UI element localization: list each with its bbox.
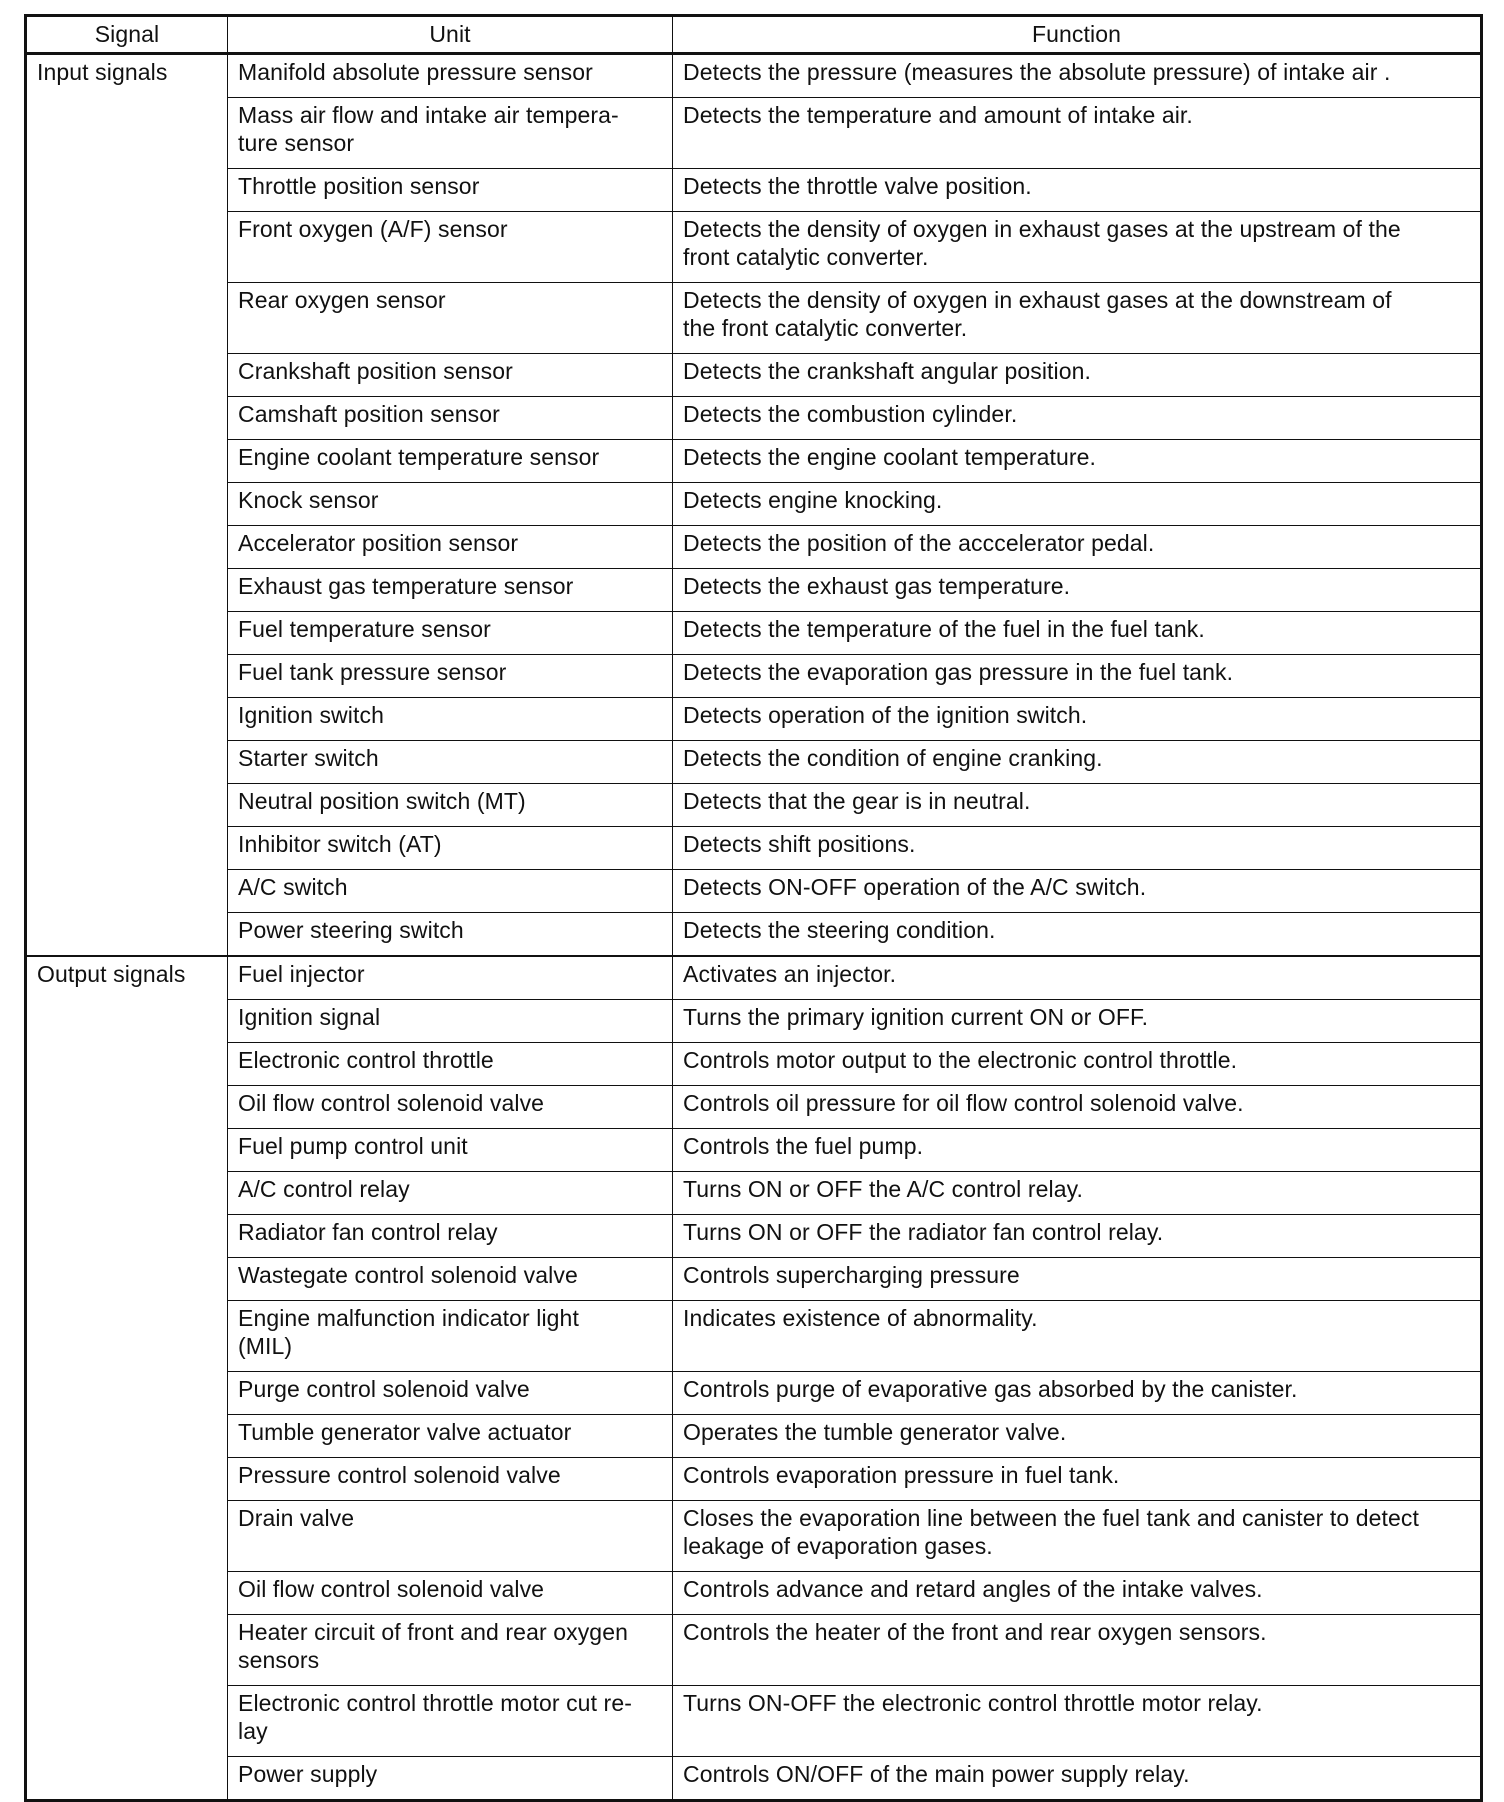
unit-cell: A/C switch <box>228 870 673 913</box>
function-cell: Activates an injector. <box>673 956 1482 1000</box>
function-cell: Controls evaporation pressure in fuel tank. <box>673 1458 1482 1501</box>
unit-cell: Ignition switch <box>228 698 673 741</box>
function-cell: Detects the condition of engine cranking. <box>673 741 1482 784</box>
unit-cell: Mass air flow and intake air tempera- ture sensor <box>228 98 673 169</box>
table-row <box>26 913 1482 957</box>
table-row <box>26 1372 1482 1415</box>
function-cell: Operates the tumble generator valve. <box>673 1415 1482 1458</box>
table-row <box>26 1501 1482 1572</box>
signal-unit-function-table <box>24 14 1483 1802</box>
table-row <box>26 440 1482 483</box>
table-row <box>26 741 1482 784</box>
header-function: Function <box>673 16 1482 54</box>
unit-cell: Throttle position sensor <box>228 169 673 212</box>
table-row <box>26 54 1482 98</box>
table-row <box>26 1215 1482 1258</box>
table-row <box>26 1301 1482 1372</box>
function-cell: Detects the temperature and amount of intake air. <box>673 98 1482 169</box>
table-row <box>26 169 1482 212</box>
table-row <box>26 784 1482 827</box>
unit-cell: Wastegate control solenoid valve <box>228 1258 673 1301</box>
function-cell: Detects the engine coolant temperature. <box>673 440 1482 483</box>
unit-cell: Accelerator position sensor <box>228 526 673 569</box>
unit-cell: Camshaft position sensor <box>228 397 673 440</box>
function-cell: Detects the exhaust gas temperature. <box>673 569 1482 612</box>
unit-cell: Crankshaft position sensor <box>228 354 673 397</box>
unit-cell: Starter switch <box>228 741 673 784</box>
unit-cell: Power steering switch <box>228 913 673 957</box>
signal-group-cell: Input signals <box>26 54 228 957</box>
table-row <box>26 526 1482 569</box>
unit-cell: Tumble generator valve actuator <box>228 1415 673 1458</box>
unit-cell: Fuel pump control unit <box>228 1129 673 1172</box>
unit-cell: Power supply <box>228 1757 673 1801</box>
header-row <box>26 16 1482 54</box>
table-row <box>26 1615 1482 1686</box>
unit-cell: Inhibitor switch (AT) <box>228 827 673 870</box>
function-cell: Turns the primary ignition current ON or OFF. <box>673 1000 1482 1043</box>
unit-cell: Purge control solenoid valve <box>228 1372 673 1415</box>
unit-cell: Neutral position switch (MT) <box>228 784 673 827</box>
table-row <box>26 827 1482 870</box>
unit-cell: Manifold absolute pressure sensor <box>228 54 673 98</box>
unit-cell: Front oxygen (A/F) sensor <box>228 212 673 283</box>
signal-table-sheet <box>24 14 1480 1802</box>
table-row <box>26 1458 1482 1501</box>
table-row <box>26 612 1482 655</box>
function-cell: Detects that the gear is in neutral. <box>673 784 1482 827</box>
table-row <box>26 98 1482 169</box>
function-cell: Controls the heater of the front and rear oxygen sensors. <box>673 1615 1482 1686</box>
function-cell: Turns ON or OFF the radiator fan control relay. <box>673 1215 1482 1258</box>
unit-cell: Fuel temperature sensor <box>228 612 673 655</box>
table-row <box>26 1415 1482 1458</box>
table-row <box>26 569 1482 612</box>
function-cell: Controls advance and retard angles of the intake valves. <box>673 1572 1482 1615</box>
unit-cell: Oil flow control solenoid valve <box>228 1086 673 1129</box>
header-unit: Unit <box>228 16 673 54</box>
function-cell: Detects the density of oxygen in exhaust gases at the upstream of the front catalytic converter. <box>673 212 1482 283</box>
table-row <box>26 956 1482 1000</box>
unit-cell: Ignition signal <box>228 1000 673 1043</box>
table-row <box>26 397 1482 440</box>
unit-cell: Electronic control throttle motor cut re- lay <box>228 1686 673 1757</box>
function-cell: Turns ON-OFF the electronic control throttle motor relay. <box>673 1686 1482 1757</box>
table-row <box>26 283 1482 354</box>
table-row <box>26 1043 1482 1086</box>
table-row <box>26 1686 1482 1757</box>
table-row <box>26 698 1482 741</box>
function-cell: Controls motor output to the electronic control throttle. <box>673 1043 1482 1086</box>
unit-cell: Heater circuit of front and rear oxygen sensors <box>228 1615 673 1686</box>
function-cell: Detects the temperature of the fuel in the fuel tank. <box>673 612 1482 655</box>
unit-cell: Fuel injector <box>228 956 673 1000</box>
function-cell: Detects the evaporation gas pressure in the fuel tank. <box>673 655 1482 698</box>
function-cell: Controls oil pressure for oil flow control solenoid valve. <box>673 1086 1482 1129</box>
function-cell: Detects operation of the ignition switch. <box>673 698 1482 741</box>
function-cell: Detects the crankshaft angular position. <box>673 354 1482 397</box>
unit-cell: Knock sensor <box>228 483 673 526</box>
table-row <box>26 870 1482 913</box>
table-row <box>26 655 1482 698</box>
table-row <box>26 1129 1482 1172</box>
function-cell: Closes the evaporation line between the fuel tank and canister to detect leakage of evaporation gases. <box>673 1501 1482 1572</box>
unit-cell: Exhaust gas temperature sensor <box>228 569 673 612</box>
function-cell: Indicates existence of abnormality. <box>673 1301 1482 1372</box>
table-row <box>26 1258 1482 1301</box>
table-row <box>26 1572 1482 1615</box>
table-row <box>26 1000 1482 1043</box>
function-cell: Detects the steering condition. <box>673 913 1482 957</box>
function-cell: Detects ON-OFF operation of the A/C switch. <box>673 870 1482 913</box>
table-row <box>26 354 1482 397</box>
table-row <box>26 483 1482 526</box>
function-cell: Turns ON or OFF the A/C control relay. <box>673 1172 1482 1215</box>
table-row <box>26 1086 1482 1129</box>
signal-group-cell: Output signals <box>26 956 228 1801</box>
table-row <box>26 1172 1482 1215</box>
unit-cell: Drain valve <box>228 1501 673 1572</box>
function-cell: Controls ON/OFF of the main power supply relay. <box>673 1757 1482 1801</box>
table-row <box>26 1757 1482 1801</box>
function-cell: Controls the fuel pump. <box>673 1129 1482 1172</box>
function-cell: Controls supercharging pressure <box>673 1258 1482 1301</box>
unit-cell: Pressure control solenoid valve <box>228 1458 673 1501</box>
function-cell: Detects the position of the acccelerator pedal. <box>673 526 1482 569</box>
function-cell: Detects engine knocking. <box>673 483 1482 526</box>
function-cell: Detects the throttle valve position. <box>673 169 1482 212</box>
header-signal: Signal <box>26 16 228 54</box>
unit-cell: Radiator fan control relay <box>228 1215 673 1258</box>
unit-cell: Rear oxygen sensor <box>228 283 673 354</box>
function-cell: Controls purge of evaporative gas absorbed by the canister. <box>673 1372 1482 1415</box>
unit-cell: Engine coolant temperature sensor <box>228 440 673 483</box>
table-header <box>26 16 1482 54</box>
function-cell: Detects the pressure (measures the absolute pressure) of intake air . <box>673 54 1482 98</box>
table-body <box>26 54 1482 1801</box>
unit-cell: Engine malfunction indicator light (MIL) <box>228 1301 673 1372</box>
unit-cell: Oil flow control solenoid valve <box>228 1572 673 1615</box>
table-row <box>26 212 1482 283</box>
function-cell: Detects shift positions. <box>673 827 1482 870</box>
unit-cell: A/C control relay <box>228 1172 673 1215</box>
function-cell: Detects the combustion cylinder. <box>673 397 1482 440</box>
unit-cell: Electronic control throttle <box>228 1043 673 1086</box>
function-cell: Detects the density of oxygen in exhaust gases at the downstream of the front catalytic converter. <box>673 283 1482 354</box>
unit-cell: Fuel tank pressure sensor <box>228 655 673 698</box>
